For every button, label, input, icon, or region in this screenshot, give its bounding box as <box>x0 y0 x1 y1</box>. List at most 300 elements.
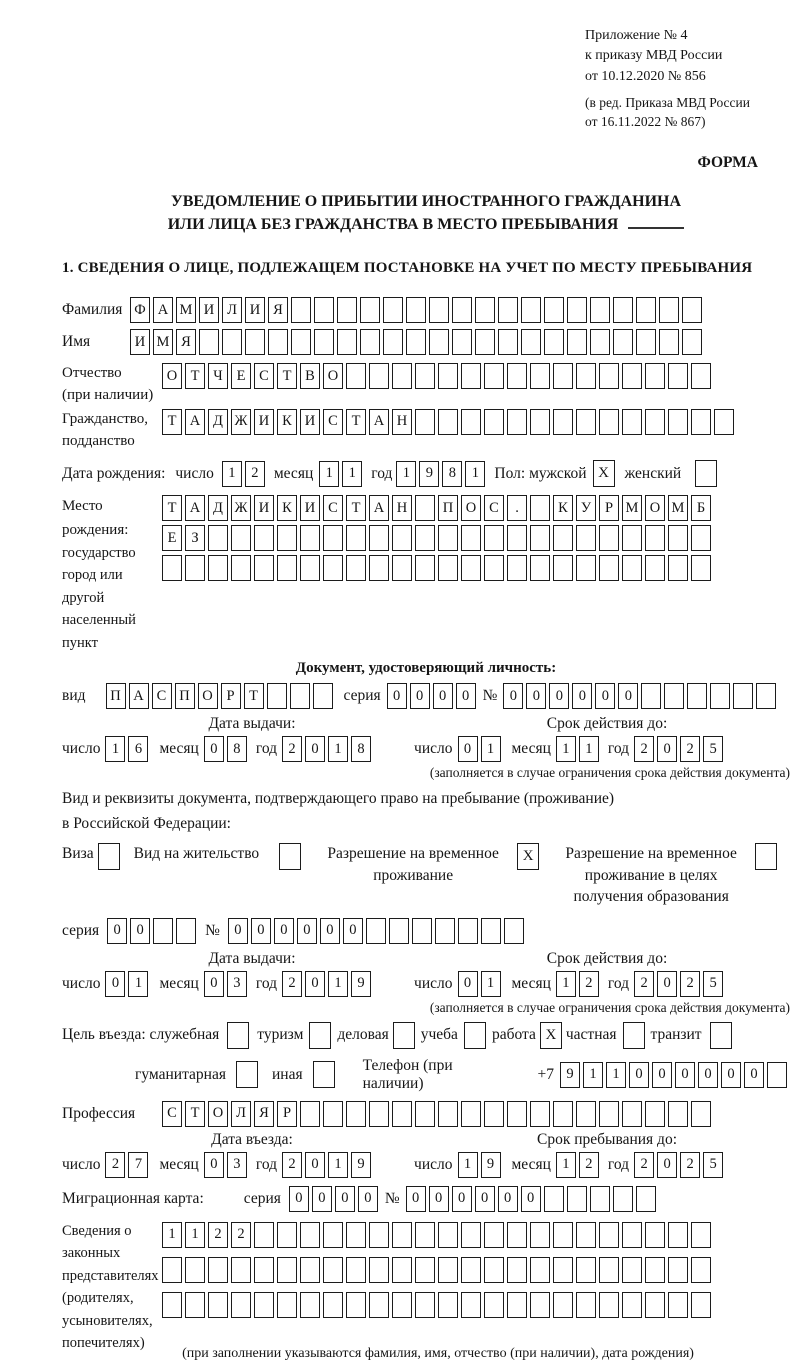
form-cell <box>530 555 550 581</box>
form-cell: 1 <box>465 461 485 487</box>
form-cell <box>461 1257 481 1283</box>
form-cell: 0 <box>657 971 677 997</box>
form-cell <box>323 1222 343 1248</box>
form-cell: Я <box>268 297 288 323</box>
entry-purpose-row1 <box>62 1022 790 1049</box>
form-cell: 5 <box>703 971 723 997</box>
form-cell: Д <box>208 495 228 521</box>
form-cell: 0 <box>130 918 150 944</box>
form-cell: С <box>323 409 343 435</box>
form-cell: О <box>461 495 481 521</box>
form-cell: 3 <box>227 1152 247 1178</box>
form-cell <box>553 1257 573 1283</box>
form-cell: 0 <box>503 683 523 709</box>
year-label: год <box>607 974 630 992</box>
birthdate-month-cells <box>319 461 365 487</box>
legal-reps-label-5: усыновителях, <box>62 1312 153 1329</box>
section1-heading: 1. СВЕДЕНИЯ О ЛИЦЕ, ПОДЛЕЖАЩЕМ ПОСТАНОВКЕ НА УЧЕТ ПО МЕСТУ ПРЕБЫВАНИЯ <box>62 260 753 277</box>
form-cell: Ч <box>208 363 228 389</box>
form-cell <box>507 525 527 551</box>
form-cell: 7 <box>128 1152 148 1178</box>
form-cell <box>553 409 573 435</box>
identity-doc-row <box>62 683 790 709</box>
form-cell <box>438 1101 458 1127</box>
form-cell <box>415 1257 435 1283</box>
form-cell <box>507 1257 527 1283</box>
form-cell <box>507 1101 527 1127</box>
form-cell <box>622 1257 642 1283</box>
form-cell <box>645 409 665 435</box>
form-cell <box>369 1292 389 1318</box>
form-cell <box>185 1257 205 1283</box>
residence-doc-intro <box>62 787 790 837</box>
form-cell <box>415 363 435 389</box>
form-cell <box>208 525 228 551</box>
form-cell <box>185 555 205 581</box>
form-cell: Т <box>185 363 205 389</box>
form-cell: Д <box>208 409 228 435</box>
form-cell: 2 <box>208 1222 228 1248</box>
form-cell: Е <box>231 363 251 389</box>
form-cell <box>438 1222 458 1248</box>
form-cell <box>323 555 343 581</box>
form-cell <box>682 329 702 355</box>
year-label: год <box>255 974 278 992</box>
phone-label: Телефон (при наличии) <box>362 1056 453 1092</box>
form-cell <box>567 297 587 323</box>
form-cell <box>323 1257 343 1283</box>
legal-reps-label-6: попечителях) <box>62 1335 145 1352</box>
birthplace-label-2: государство <box>62 544 136 561</box>
form-cell <box>567 1186 587 1212</box>
option-temp-residence <box>315 843 539 886</box>
form-cell: И <box>254 409 274 435</box>
residence-valid-heading: Срок действия до: <box>546 949 668 967</box>
form-cell <box>636 297 656 323</box>
form-cell <box>369 555 389 581</box>
form-cell: Т <box>346 495 366 521</box>
form-cell <box>576 1222 596 1248</box>
form-cell <box>530 525 550 551</box>
purpose-business-label: деловая <box>337 1026 389 1044</box>
form-cell <box>710 683 730 709</box>
form-cell: 2 <box>282 1152 302 1178</box>
form-cell <box>714 409 734 435</box>
form-cell: А <box>369 495 389 521</box>
title-line-2 <box>62 213 790 236</box>
form-cell <box>300 1222 320 1248</box>
form-cell <box>461 363 481 389</box>
form-cell <box>392 555 412 581</box>
form-cell <box>544 329 564 355</box>
form-cell <box>231 555 251 581</box>
form-cell <box>599 1222 619 1248</box>
form-cell <box>300 1101 320 1127</box>
form-cell: 1 <box>481 736 501 762</box>
form-cell <box>622 1101 642 1127</box>
form-cell: Л <box>231 1101 251 1127</box>
form-cell: 0 <box>595 683 615 709</box>
form-cell <box>590 297 610 323</box>
residence-series-cells <box>107 918 199 944</box>
surname-cells <box>130 297 705 323</box>
form-cell: 1 <box>606 1062 626 1088</box>
form-cell <box>389 918 409 944</box>
form-cell: В <box>300 363 320 389</box>
entry-year-cells <box>282 1152 374 1178</box>
identity-kind-cells <box>106 683 336 709</box>
form-cell <box>599 525 619 551</box>
form-cell: Ж <box>231 409 251 435</box>
form-cell <box>369 1257 389 1283</box>
identity-valid-date <box>414 736 726 762</box>
form-cell <box>162 1257 182 1283</box>
form-cell <box>277 1257 297 1283</box>
form-cell <box>346 1257 366 1283</box>
form-cell <box>314 329 334 355</box>
form-cell: 0 <box>204 971 224 997</box>
form-cell: 0 <box>657 736 677 762</box>
day-label: число <box>62 1155 101 1173</box>
form-cell: А <box>153 297 173 323</box>
purpose-private-label: частная <box>565 1026 617 1044</box>
form-cell: . <box>507 495 527 521</box>
form-cell <box>300 1257 320 1283</box>
form-cell: 0 <box>387 683 407 709</box>
legal-reps-label-3: представителях <box>62 1267 159 1284</box>
name-label: Имя <box>62 333 91 351</box>
form-cell: 0 <box>305 736 325 762</box>
citizenship-label-line2: подданство <box>62 432 135 449</box>
form-cell: 0 <box>698 1062 718 1088</box>
form-cell <box>346 525 366 551</box>
form-cell <box>507 363 527 389</box>
form-cell <box>392 525 412 551</box>
form-cell <box>346 555 366 581</box>
form-cell: 0 <box>107 918 127 944</box>
form-cell: 0 <box>297 918 317 944</box>
form-cell <box>245 329 265 355</box>
form-cell: 1 <box>128 971 148 997</box>
form-cell: Е <box>162 525 182 551</box>
identity-issue-day-cells <box>105 736 151 762</box>
form-cell <box>415 555 435 581</box>
form-cell <box>254 1222 274 1248</box>
form-cell <box>668 1292 688 1318</box>
form-cell: 1 <box>328 1152 348 1178</box>
form-cell <box>438 363 458 389</box>
form-cell <box>530 1101 550 1127</box>
form-cell: 0 <box>475 1186 495 1212</box>
form-cell <box>691 525 711 551</box>
form-cell <box>530 409 550 435</box>
residence-number-cells <box>228 918 527 944</box>
purpose-humanitarian-checkbox <box>236 1061 258 1088</box>
form-cell <box>599 409 619 435</box>
form-cell: 0 <box>406 1186 426 1212</box>
form-cell <box>659 297 679 323</box>
name-row <box>62 329 790 355</box>
form-cell: С <box>152 683 172 709</box>
form-cell <box>337 329 357 355</box>
form-cell: 0 <box>105 971 125 997</box>
form-cell <box>452 329 472 355</box>
residence-number-label: № <box>205 921 220 939</box>
purpose-tourism-label: туризм <box>257 1026 304 1044</box>
form-cell <box>415 1222 435 1248</box>
form-cell: З <box>185 525 205 551</box>
purpose-other-checkbox <box>313 1061 335 1088</box>
form-cell: Т <box>277 363 297 389</box>
legal-reps-row3-cells <box>162 1292 714 1318</box>
form-cell <box>300 525 320 551</box>
birthdate-year-label: год <box>371 464 393 482</box>
form-cell <box>383 297 403 323</box>
form-cell <box>567 329 587 355</box>
identity-series-label: серия <box>343 687 381 705</box>
form-cell <box>461 1101 481 1127</box>
form-cell <box>599 1292 619 1318</box>
form-cell <box>521 297 541 323</box>
purpose-work-checkbox: X <box>540 1022 562 1049</box>
form-cell <box>645 1257 665 1283</box>
form-cell <box>185 1292 205 1318</box>
year-label: год <box>607 1155 630 1173</box>
form-cell: 0 <box>204 1152 224 1178</box>
migration-number-cells <box>406 1186 659 1212</box>
header-line-1: Приложение № 4 <box>585 28 688 43</box>
residence-validity-footnote: (заполняется в случае ограничения срока действия документа) <box>429 999 790 1015</box>
form-cell <box>268 329 288 355</box>
birthplace-block <box>62 495 790 654</box>
form-cell: 5 <box>703 1152 723 1178</box>
purpose-humanitarian-label: гуманитарная <box>135 1065 226 1083</box>
legal-reps-label-4: (родителях, <box>62 1290 134 1307</box>
form-cell <box>691 1222 711 1248</box>
form-cell <box>360 297 380 323</box>
option-temp-residence-checkbox: X <box>517 843 539 870</box>
form-cell: 2 <box>634 971 654 997</box>
legal-representatives-labels <box>62 1220 162 1355</box>
residence-issue-heading: Дата выдачи: <box>208 949 296 967</box>
profession-label: Профессия <box>62 1104 136 1122</box>
form-cell: 0 <box>657 1152 677 1178</box>
form-cell: 1 <box>342 461 362 487</box>
form-cell: О <box>162 363 182 389</box>
form-cell: 1 <box>481 971 501 997</box>
form-cell <box>691 555 711 581</box>
identity-valid-day-cells <box>458 736 504 762</box>
legal-representatives-rows <box>162 1220 714 1362</box>
form-cell: 9 <box>560 1062 580 1088</box>
birthplace-row2-cells <box>162 525 714 551</box>
form-cell: 1 <box>556 736 576 762</box>
form-cell <box>682 297 702 323</box>
form-cell: 0 <box>549 683 569 709</box>
option-temp-residence-education <box>553 843 777 908</box>
form-cell: 0 <box>335 1186 355 1212</box>
form-cell: Н <box>392 495 412 521</box>
form-cell <box>691 409 711 435</box>
form-cell <box>415 1101 435 1127</box>
stay-month-cells <box>556 1152 602 1178</box>
form-cell <box>733 683 753 709</box>
form-cell: 1 <box>162 1222 182 1248</box>
option-residence-permit-checkbox <box>279 843 301 870</box>
form-cell <box>458 918 478 944</box>
form-cell <box>231 1257 251 1283</box>
form-cell <box>668 555 688 581</box>
residence-issue-date <box>62 971 374 997</box>
form-cell: 0 <box>320 918 340 944</box>
form-cell: У <box>576 495 596 521</box>
form-cell <box>360 329 380 355</box>
form-cell <box>392 1292 412 1318</box>
form-cell <box>530 1292 550 1318</box>
form-cell: О <box>645 495 665 521</box>
form-cell: 0 <box>429 1186 449 1212</box>
form-cell <box>435 918 455 944</box>
form-cell <box>392 363 412 389</box>
purpose-official-checkbox <box>227 1022 249 1049</box>
entry-date-group <box>62 1152 374 1178</box>
citizenship-label-line1: Гражданство, <box>62 410 149 427</box>
form-cell: Ж <box>231 495 251 521</box>
purpose-business-checkbox <box>393 1022 415 1049</box>
form-cell: Т <box>162 495 182 521</box>
form-cell <box>461 525 481 551</box>
legal-reps-row2-cells <box>162 1257 714 1283</box>
patronymic-cells <box>162 363 714 389</box>
header-amendment-2: от 16.11.2022 № 867) <box>585 114 706 130</box>
form-cell <box>291 329 311 355</box>
form-cell <box>590 329 610 355</box>
form-cell: 2 <box>105 1152 125 1178</box>
form-cell <box>406 329 426 355</box>
form-cell <box>346 363 366 389</box>
purpose-private-checkbox <box>623 1022 645 1049</box>
form-cell <box>544 297 564 323</box>
form-cell <box>429 329 449 355</box>
day-label: число <box>62 740 101 758</box>
form-cell: 1 <box>556 1152 576 1178</box>
form-cell <box>530 495 550 521</box>
form-cell <box>622 525 642 551</box>
form-cell: 0 <box>652 1062 672 1088</box>
form-cell: Я <box>254 1101 274 1127</box>
form-cell <box>366 918 386 944</box>
option-temp-residence-label: Разрешение на временное проживание <box>327 844 499 884</box>
form-cell <box>553 525 573 551</box>
form-cell <box>369 1222 389 1248</box>
surname-row <box>62 297 790 323</box>
form-cell: С <box>254 363 274 389</box>
option-residence-permit-label: Вид на жительство <box>133 844 260 862</box>
form-cell <box>484 409 504 435</box>
identity-dates-row <box>62 736 790 762</box>
birthdate-day-label: число <box>175 464 214 482</box>
form-cell: 0 <box>343 918 363 944</box>
form-cell: О <box>208 1101 228 1127</box>
form-cell <box>277 1222 297 1248</box>
identity-valid-year-cells <box>634 736 726 762</box>
form-cell <box>415 1292 435 1318</box>
form-cell: И <box>130 329 150 355</box>
form-cell: 2 <box>634 736 654 762</box>
form-cell: 1 <box>583 1062 603 1088</box>
form-cell: 0 <box>433 683 453 709</box>
form-cell: 0 <box>358 1186 378 1212</box>
form-cell: К <box>277 495 297 521</box>
form-cell <box>484 1257 504 1283</box>
option-temp-residence-education-checkbox <box>755 843 777 870</box>
form-cell <box>461 555 481 581</box>
form-cell: М <box>622 495 642 521</box>
form-cell <box>668 1222 688 1248</box>
form-cell: А <box>185 495 205 521</box>
form-cell <box>369 1101 389 1127</box>
form-cell <box>461 1292 481 1318</box>
form-cell <box>438 525 458 551</box>
form-cell <box>507 555 527 581</box>
form-cell <box>691 363 711 389</box>
form-cell: 0 <box>458 736 478 762</box>
form-cell: 0 <box>410 683 430 709</box>
form-cell <box>199 329 219 355</box>
entry-dates-row <box>62 1152 790 1178</box>
birthdate-label: Дата рождения: <box>62 464 166 482</box>
form-cell <box>438 1292 458 1318</box>
form-cell <box>222 329 242 355</box>
form-cell: 3 <box>227 971 247 997</box>
month-label: месяц <box>511 740 551 758</box>
entry-month-cells <box>204 1152 250 1178</box>
form-cell: А <box>369 409 389 435</box>
form-cell: М <box>668 495 688 521</box>
header-line-2: к приказу МВД России <box>585 48 723 64</box>
form-cell <box>438 555 458 581</box>
birthdate-year-cells <box>396 461 488 487</box>
form-cell <box>313 683 333 709</box>
option-visa-checkbox <box>98 843 120 870</box>
day-label: число <box>414 974 453 992</box>
form-cell <box>369 525 389 551</box>
purpose-study-checkbox <box>464 1022 486 1049</box>
form-cell: 2 <box>680 1152 700 1178</box>
month-label: месяц <box>159 1155 199 1173</box>
birthplace-label-1: Место рождения: <box>62 498 129 538</box>
form-cell <box>484 555 504 581</box>
option-temp-residence-education-label: Разрешение на временное проживание в целях получения образования <box>565 844 737 906</box>
form-cell: 1 <box>328 736 348 762</box>
identity-doc-heading: Документ, удостоверяющий личность: <box>295 660 557 677</box>
form-cell: С <box>484 495 504 521</box>
form-cell: 2 <box>680 971 700 997</box>
identity-number-label: № <box>482 687 498 705</box>
residence-valid-day-cells <box>458 971 504 997</box>
birthplace-labels <box>62 495 162 654</box>
form-cell: 0 <box>526 683 546 709</box>
form-cell: Б <box>691 495 711 521</box>
residence-dates-row <box>62 971 790 997</box>
form-cell <box>576 1101 596 1127</box>
stay-until-heading: Срок пребывания до: <box>537 1130 677 1148</box>
form-cell <box>498 297 518 323</box>
form-cell: П <box>175 683 195 709</box>
form-cell: Т <box>244 683 264 709</box>
form-cell: Ф <box>130 297 150 323</box>
form-cell <box>507 1222 527 1248</box>
